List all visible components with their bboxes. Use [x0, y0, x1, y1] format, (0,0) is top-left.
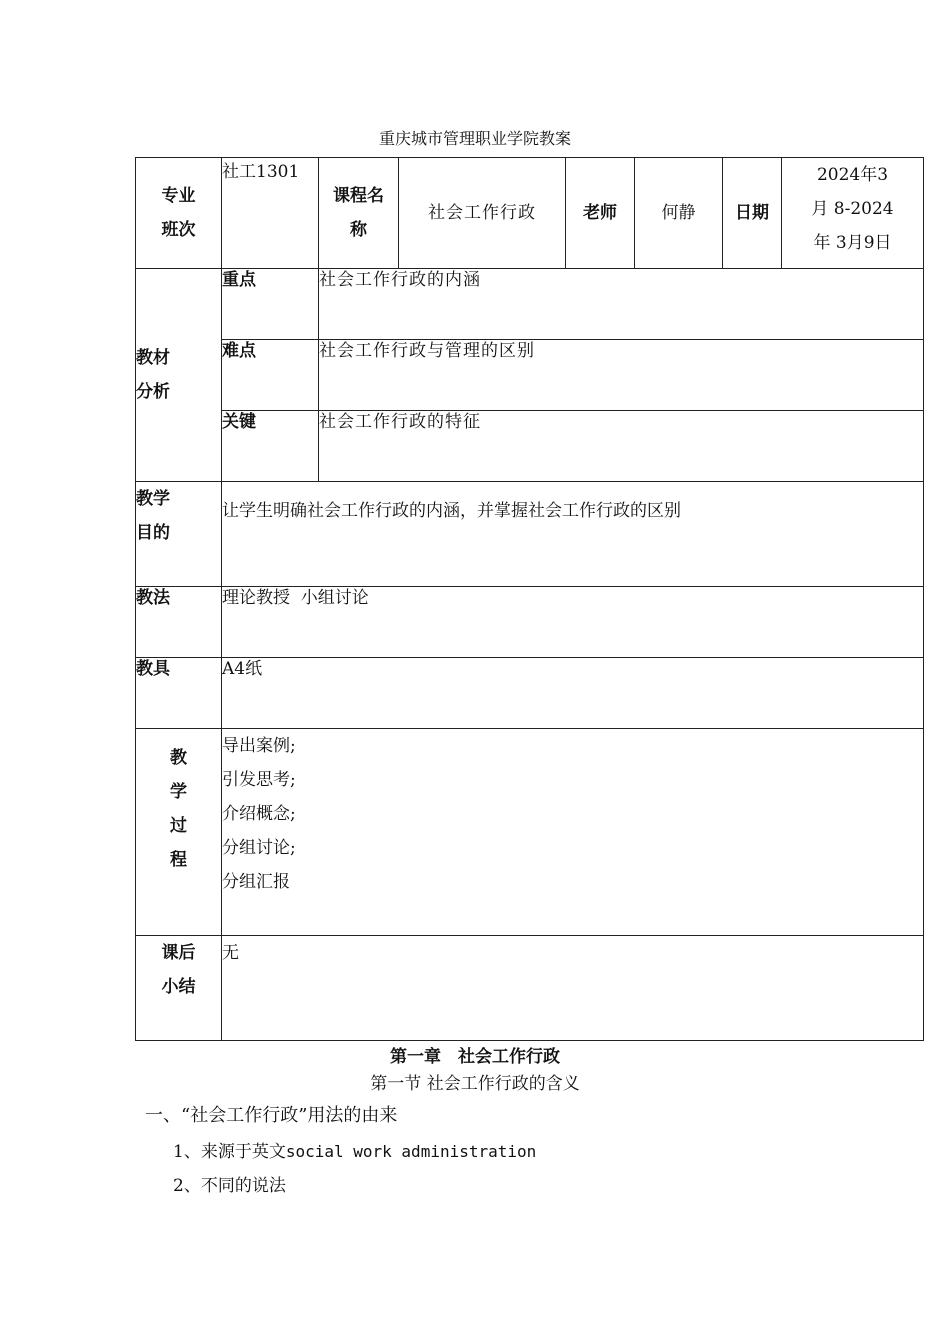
class-value: 社工1301: [222, 158, 319, 269]
critical-label: 关键: [222, 411, 319, 482]
list-item-1: [173, 1137, 536, 1162]
summary-row: [136, 936, 924, 1041]
teacher-label: 老师: [566, 158, 635, 269]
analysis-row-key: [136, 269, 924, 340]
course-value: 社会工作行政: [399, 158, 566, 269]
key-point-label: 重点: [222, 269, 319, 340]
class-label-line-1: 专业: [161, 186, 196, 206]
process-step-3: 介绍概念;: [222, 804, 296, 824]
method-label: 教法: [136, 587, 222, 658]
list-item-1-english: social work administration: [285, 1142, 537, 1161]
difficulty-value: 社会工作行政与管理的区别: [319, 340, 924, 411]
method-row: [136, 587, 924, 658]
date-line-1: 2024年3: [816, 165, 889, 185]
goal-row: [136, 482, 924, 587]
analysis-label-line-1: 教材: [136, 348, 170, 368]
date-value: [782, 158, 924, 269]
method-value: 理论教授 小组讨论: [222, 587, 924, 658]
date-label: 日期: [723, 158, 782, 269]
chapter-heading: 第一章 社会工作行政: [390, 1047, 560, 1067]
date-line-2: 月 8-2024: [811, 199, 894, 219]
summary-label-line-1: 课后: [161, 943, 196, 963]
process-step-4: 分组讨论;: [222, 838, 296, 858]
class-label-line-2: 班次: [161, 220, 196, 240]
class-label-cell: [136, 158, 222, 269]
critical-value: 社会工作行政的特征: [319, 411, 924, 482]
subheading-origin: 一、“社会工作行政”用法的由来: [145, 1105, 398, 1126]
summary-label-cell: [136, 936, 222, 1041]
summary-label-line-2: 小结: [161, 977, 196, 997]
process-step-2: 引发思考;: [222, 770, 296, 790]
analysis-row-difficulty: [136, 340, 924, 411]
process-step-5: 分组汇报: [222, 872, 290, 892]
process-label-char-1: 教: [170, 748, 187, 768]
process-label-char-4: 程: [170, 850, 187, 870]
course-label-line-1: 课程名: [333, 186, 384, 206]
tools-row: [136, 658, 924, 729]
process-label-char-2: 学: [170, 782, 187, 802]
course-label-cell: [319, 158, 399, 269]
list-item-2: 2、不同的说法: [173, 1176, 286, 1196]
goal-value: 让学生明确社会工作行政的内涵，并掌握社会工作行政的区别: [222, 482, 924, 587]
summary-value: 无: [222, 936, 924, 1041]
analysis-label-line-2: 分析: [136, 382, 170, 402]
process-label-char-3: 过: [170, 816, 187, 836]
goal-label-line-1: 教学: [136, 489, 170, 509]
analysis-row-critical: [136, 411, 924, 482]
difficulty-label: 难点: [222, 340, 319, 411]
course-label-line-2: 称: [350, 220, 367, 240]
process-row: [136, 729, 924, 936]
list-item-1-text: 1、来源于英文: [173, 1142, 286, 1162]
tools-value: A4纸: [222, 658, 924, 729]
process-steps: [222, 729, 924, 936]
key-point-value: 社会工作行政的内涵: [319, 269, 924, 340]
analysis-label-cell: [136, 269, 222, 482]
lesson-plan-table: [135, 157, 924, 1041]
tools-label: 教具: [136, 658, 222, 729]
goal-label-cell: [136, 482, 222, 587]
section-heading: 第一节 社会工作行政的含义: [370, 1074, 580, 1094]
process-label-cell: [136, 729, 222, 936]
goal-label-line-2: 目的: [136, 523, 170, 543]
header-row: [136, 158, 924, 269]
process-step-1: 导出案例;: [222, 736, 296, 756]
date-line-3: 年 3月9日: [813, 233, 892, 253]
teacher-value: 何静: [635, 158, 723, 269]
document-title: 重庆城市管理职业学院教案: [378, 129, 571, 148]
